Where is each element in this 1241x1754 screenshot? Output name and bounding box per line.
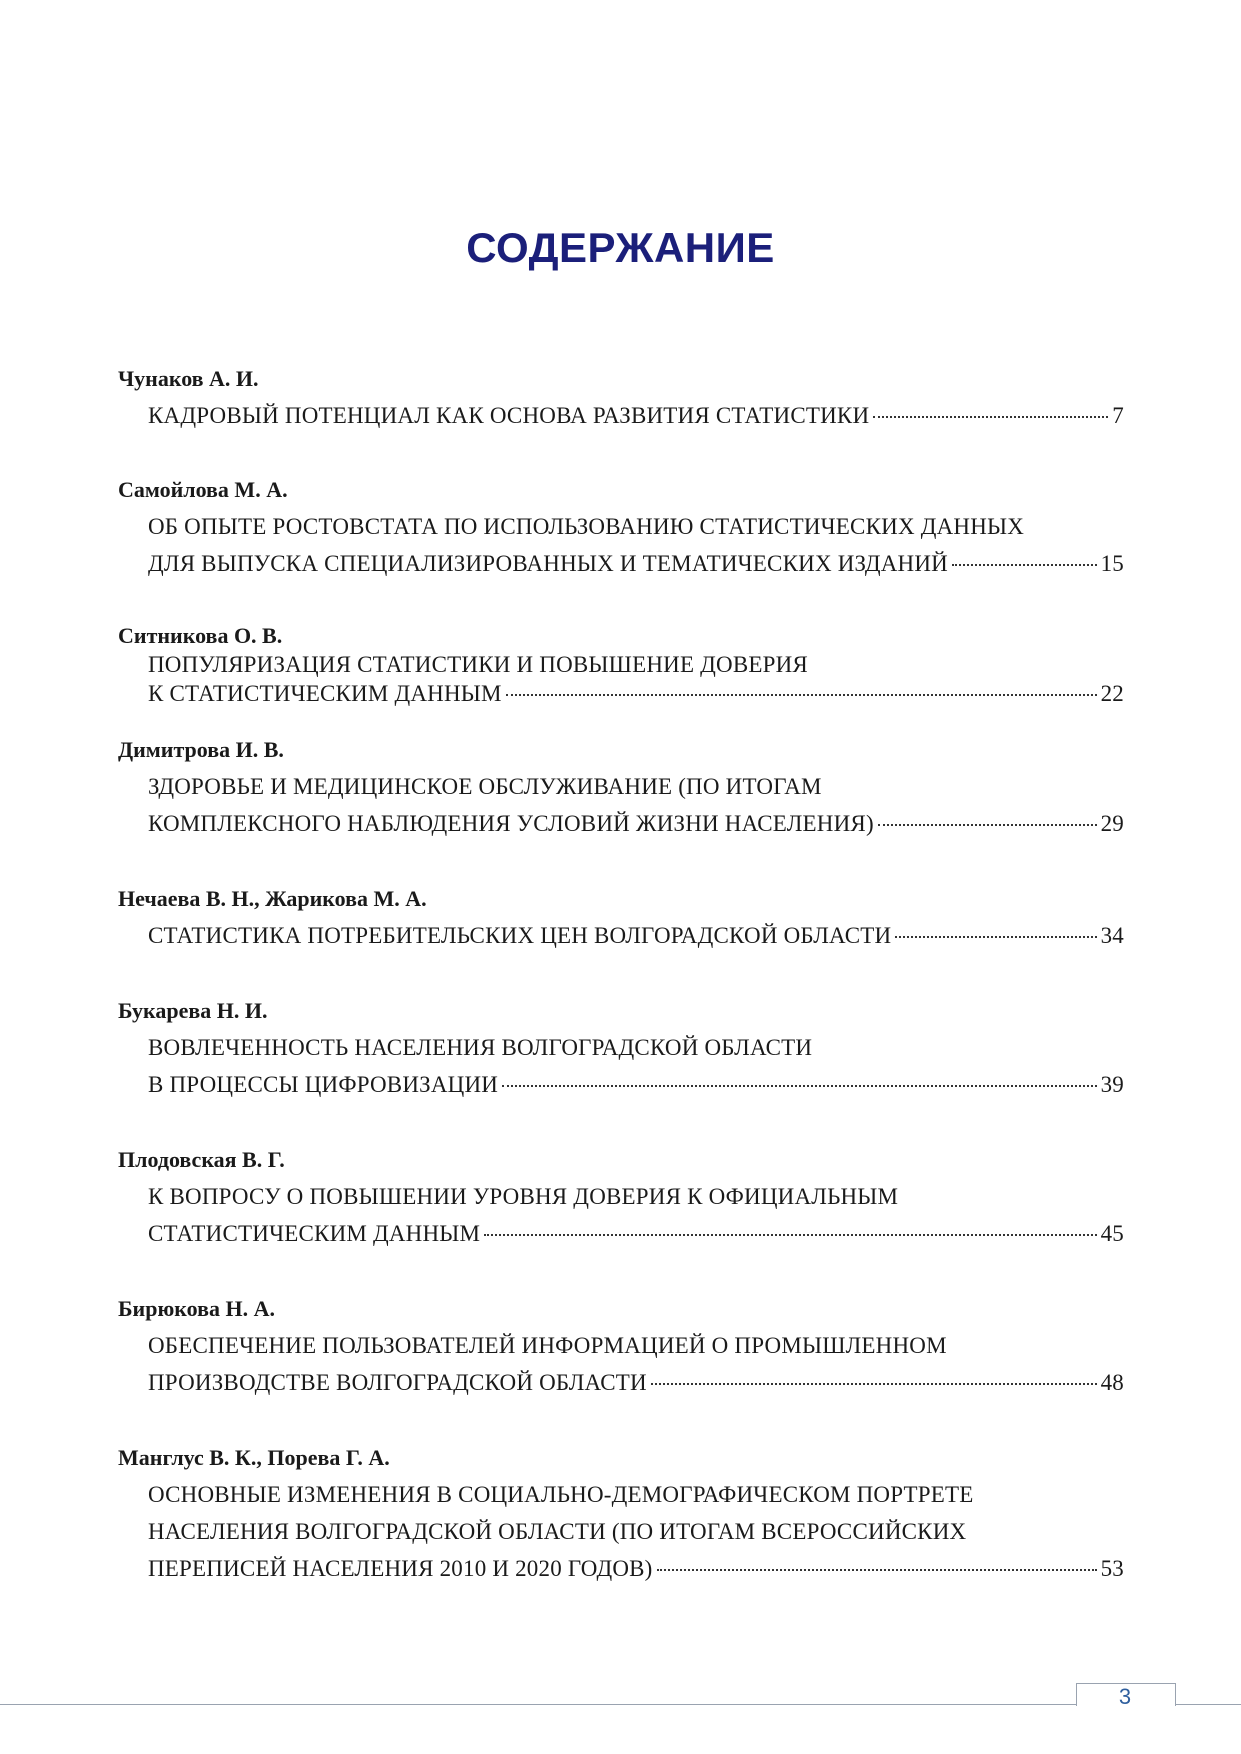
- toc-title-text: В ПРОЦЕССЫ ЦИФРОВИЗАЦИИ: [148, 1072, 499, 1097]
- toc-title-line: [118, 1184, 1124, 1210]
- toc-title-text: ЗДОРОВЬЕ И МЕДИЦИНСКОЕ ОБСЛУЖИВАНИЕ (ПО ИТОГАМ: [148, 774, 822, 799]
- toc-page-number: 29: [1100, 811, 1124, 836]
- toc-title-line: [118, 1519, 1124, 1545]
- toc-page-number: 45: [1100, 1221, 1124, 1246]
- toc-page-number: 53: [1100, 1556, 1124, 1581]
- toc-author: Бирюкова Н. А.: [118, 1296, 275, 1321]
- toc-title-text: СТАТИСТИЧЕСКИМ ДАННЫМ: [148, 1221, 481, 1246]
- toc-title-text: ПЕРЕПИСЕЙ НАСЕЛЕНИЯ 2010 И 2020 ГОДОВ): [148, 1556, 653, 1581]
- toc-title-text: ДЛЯ ВЫПУСКА СПЕЦИАЛИЗИРОВАННЫХ И ТЕМАТИЧЕСКИХ ИЗДАНИЙ: [148, 551, 948, 576]
- dot-leader: [651, 1383, 1097, 1385]
- dot-leader: [895, 936, 1096, 938]
- footer-divider: [0, 1704, 1241, 1705]
- toc-title-line: [118, 1035, 1124, 1061]
- toc-entry: [118, 886, 1124, 949]
- toc-title-text: ПОПУЛЯРИЗАЦИЯ СТАТИСТИКИ И ПОВЫШЕНИЕ ДОВЕРИЯ: [148, 652, 808, 677]
- toc-page-number: 34: [1100, 923, 1124, 948]
- toc-author: Ситникова О. В.: [118, 623, 283, 648]
- toc-title-line: [118, 1333, 1124, 1359]
- dot-leader: [502, 1085, 1096, 1087]
- toc-title-line: [118, 403, 1124, 429]
- toc-title-line: [118, 1556, 1124, 1582]
- toc-title-line: [118, 681, 1124, 707]
- toc-author: Букарева Н. И.: [118, 998, 268, 1023]
- toc-page-number: 15: [1100, 551, 1124, 576]
- toc-title-line: [118, 811, 1124, 837]
- toc-title-line: [118, 923, 1124, 949]
- toc-entry: [118, 623, 1124, 707]
- toc-title-text: ОСНОВНЫЕ ИЗМЕНЕНИЯ В СОЦИАЛЬНО-ДЕМОГРАФИЧЕСКОМ ПОРТРЕТЕ: [148, 1482, 974, 1507]
- toc-entry: [118, 366, 1124, 429]
- toc-author: Чунаков А. И.: [118, 366, 259, 391]
- toc-title-text: К СТАТИСТИЧЕСКИМ ДАННЫМ: [148, 681, 502, 706]
- toc-entry: [118, 1445, 1124, 1582]
- dot-leader: [878, 824, 1097, 826]
- page-number: 3: [1118, 1684, 1132, 1709]
- toc-title-line: [118, 1370, 1124, 1396]
- toc-title-text: КАДРОВЫЙ ПОТЕНЦИАЛ КАК ОСНОВА РАЗВИТИЯ СТАТИСТИКИ: [148, 403, 870, 428]
- toc-title-line: [118, 774, 1124, 800]
- toc-entry: [118, 737, 1124, 837]
- toc-page-number: 7: [1112, 403, 1124, 428]
- toc-title-line: [118, 1482, 1124, 1508]
- toc-title-line: [118, 652, 1124, 678]
- toc-page-number: 22: [1100, 681, 1124, 706]
- dot-leader: [952, 564, 1097, 566]
- toc-title-text: ОБЕСПЕЧЕНИЕ ПОЛЬЗОВАТЕЛЕЙ ИНФОРМАЦИЕЙ О ПРОМЫШЛЕННОМ: [148, 1333, 947, 1358]
- toc-entry: [118, 477, 1124, 577]
- toc-entry: [118, 998, 1124, 1098]
- toc-title-text: СТАТИСТИКА ПОТРЕБИТЕЛЬСКИХ ЦЕН ВОЛГОРАДСКОЙ ОБЛАСТИ: [148, 923, 892, 948]
- toc-title-text: ВОВЛЕЧЕННОСТЬ НАСЕЛЕНИЯ ВОЛГОГРАДСКОЙ ОБЛАСТИ: [148, 1035, 813, 1060]
- page-title: СОДЕРЖАНИЕ: [466, 224, 775, 271]
- toc-entry: [118, 1147, 1124, 1247]
- dot-leader: [657, 1569, 1097, 1571]
- toc-author: Нечаева В. Н., Жарикова М. А.: [118, 886, 427, 911]
- toc-entry: [118, 1296, 1124, 1396]
- dot-leader: [506, 694, 1097, 696]
- toc-title-line: [118, 1072, 1124, 1098]
- toc-title-text: КОМПЛЕКСНОГО НАБЛЮДЕНИЯ УСЛОВИЙ ЖИЗНИ НАСЕЛЕНИЯ): [148, 811, 874, 836]
- toc-author: Манглус В. К., Порева Г. А.: [118, 1445, 390, 1470]
- toc-title-text: К ВОПРОСУ О ПОВЫШЕНИИ УРОВНЯ ДОВЕРИЯ К ОФИЦИАЛЬНЫМ: [148, 1184, 899, 1209]
- toc-author: Плодовская В. Г.: [118, 1147, 285, 1172]
- toc-title-text: НАСЕЛЕНИЯ ВОЛГОГРАДСКОЙ ОБЛАСТИ (ПО ИТОГАМ ВСЕРОССИЙСКИХ: [148, 1519, 967, 1544]
- toc-title-text: ПРОИЗВОДСТВЕ ВОЛГОГРАДСКОЙ ОБЛАСТИ: [148, 1370, 647, 1395]
- dot-leader: [484, 1234, 1096, 1236]
- toc-author: Самойлова М. А.: [118, 477, 288, 502]
- dot-leader: [873, 416, 1108, 418]
- toc-author: Димитрова И. В.: [118, 737, 284, 762]
- toc-title-line: [118, 551, 1124, 577]
- toc-title-text: ОБ ОПЫТЕ РОСТОВСТАТА ПО ИСПОЛЬЗОВАНИЮ СТАТИСТИЧЕСКИХ ДАННЫХ: [148, 514, 1025, 539]
- toc-title-line: [118, 514, 1124, 540]
- toc-page-number: 48: [1100, 1370, 1124, 1395]
- toc-title-line: [118, 1221, 1124, 1247]
- toc-page-number: 39: [1100, 1072, 1124, 1097]
